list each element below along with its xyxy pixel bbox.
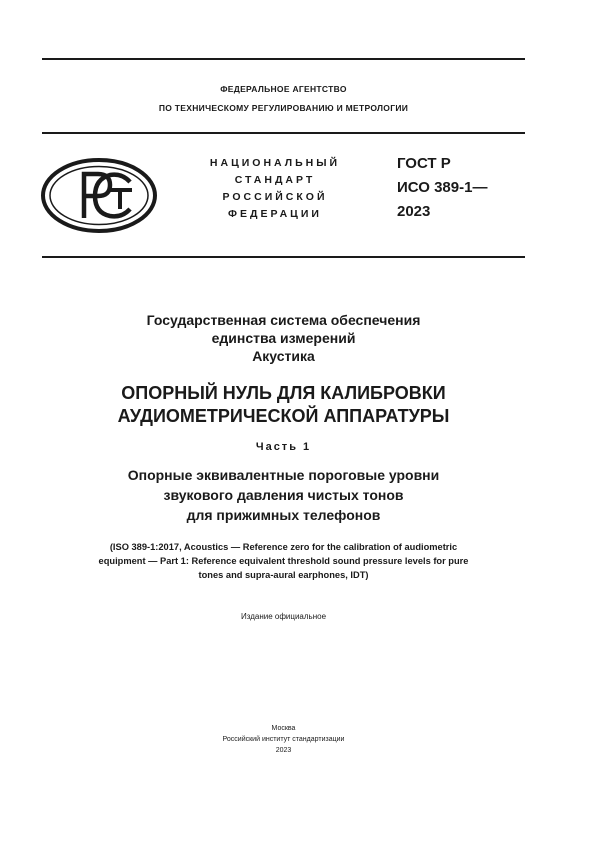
- system-title-line3: Акустика: [252, 348, 315, 364]
- standard-type-line4: ФЕДЕРАЦИИ: [228, 208, 322, 220]
- standard-type-line2: СТАНДАРТ: [234, 174, 316, 186]
- agency-name-line1: ФЕДЕРАЛЬНОЕ АГЕНТСТВО: [220, 84, 347, 94]
- iso-reference-line2: equipment — Part 1: Reference equivalent threshold sound pressure levels for pure: [98, 556, 469, 566]
- emblem-divider: [42, 256, 525, 258]
- imprint-year: 2023: [275, 747, 292, 754]
- standard-designation-line1: ГОСТ Р: [397, 155, 451, 172]
- header-divider: [42, 132, 525, 134]
- subtitle-line3: для прижимных телефонов: [186, 507, 381, 523]
- imprint-city: Москва: [271, 725, 296, 732]
- edition-label: Издание официальное: [240, 612, 327, 621]
- standard-designation-line2: ИСО 389-1—: [397, 179, 488, 196]
- rst-emblem-icon: [40, 157, 158, 234]
- subtitle-line2: звукового давления чистых тонов: [163, 487, 404, 503]
- system-title-line1: Государственная система обеспечения: [146, 312, 421, 328]
- system-title-line2: единства измерений: [211, 330, 356, 346]
- agency-name-line2: ПО ТЕХНИЧЕСКОМУ РЕГУЛИРОВАНИЮ И МЕТРОЛОГИИ: [158, 103, 409, 113]
- iso-reference-line3: tones and supra-aural earphones, IDT): [198, 570, 369, 580]
- standard-type-line3: РОССИЙСКОЙ: [222, 191, 328, 203]
- imprint-publisher: Российский институт стандартизации: [222, 736, 345, 743]
- standard-designation-line3: 2023: [397, 203, 431, 220]
- standard-type-line1: НАЦИОНАЛЬНЫЙ: [209, 157, 341, 169]
- iso-reference-line1: (ISO 389-1:2017, Acoustics — Reference zero for the calibration of audiometric: [109, 542, 458, 552]
- subtitle-line1: Опорные эквивалентные пороговые уровни: [127, 467, 440, 483]
- main-title-line1: ОПОРНЫЙ НУЛЬ ДЛЯ КАЛИБРОВКИ: [121, 383, 446, 403]
- main-title-line2: АУДИОМЕТРИЧЕСКОЙ АППАРАТУРЫ: [117, 406, 450, 426]
- part-label: Часть 1: [255, 441, 312, 453]
- top-rule: [42, 58, 525, 60]
